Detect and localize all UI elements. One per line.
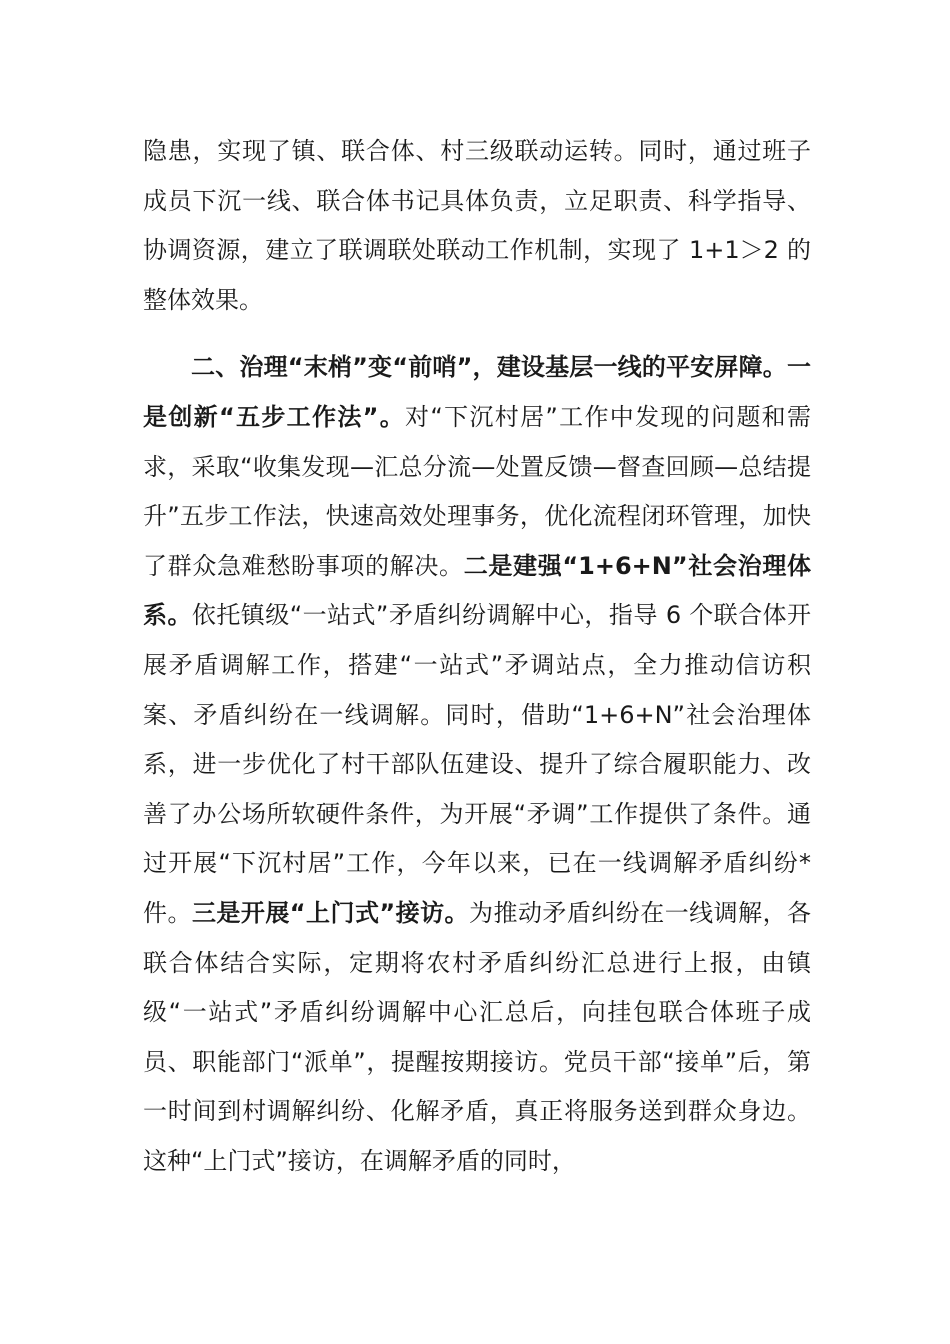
paragraph-1-text: 隐患，实现了镇、联合体、村三级联动运转。同时，通过班子成员下沉一线、联合体书记具体负责，立足职责、科学指导、协调资源，建立了联调联处联动工作机制，实现了 1+1＞2 的整体效果。 [143,137,811,314]
paragraph-2 [143,343,811,1186]
point-one-body: 对“下沉村居”工作中发现的问题和需求，采取“收集发现—汇总分流—处置反馈—督查回顾—总结提升”五步工作法，快速高效处理事务，优化流程闭环管理，加快了群众急难愁盼事项的解决。 [143,402,811,580]
point-two-body: 依托镇级“一站式”矛盾纠纷调解中心，指导 6 个联合体开展矛盾调解工作，搭建“一站式”矛调站点，全力推动信访积案、矛盾纠纷在一线调解。同时，借助“1+6+N”社会治理体系，进一步优化了村干部队伍建设、提升了综合履职能力、改善了办公场所软硬件条件，为开展“矛调”工作提供了条件。通过开展“下沉村居”工作，今年以来，已在一线调解矛盾纠纷*件。 [143,601,811,927]
point-three-body: 为推动矛盾纠纷在一线调解，各联合体结合实际，定期将农村矛盾纠纷汇总进行上报，由镇级“一站式”矛盾纠纷调解中心汇总后，向挂包联合体班子成员、职能部门“派单”，提醒按期接访。党员干部“接单”后，第一时间到村调解纠纷、化解矛盾，真正将服务送到群众身边。这种“上门式”接访，在调解矛盾的同时， [143,898,812,1175]
section-heading-and-point-one-title: 二、治理“末梢”变“前哨”，建设基层一线的平安屏障。一是创新“五步工作法”。 [143,353,811,431]
paragraph-1 [143,127,811,325]
document-body [143,127,811,1186]
point-three-title: 三是开展“上门式”接访。 [191,898,470,927]
point-two-title: 二是建强“1+6+N”社会治理体系。 [143,551,812,630]
